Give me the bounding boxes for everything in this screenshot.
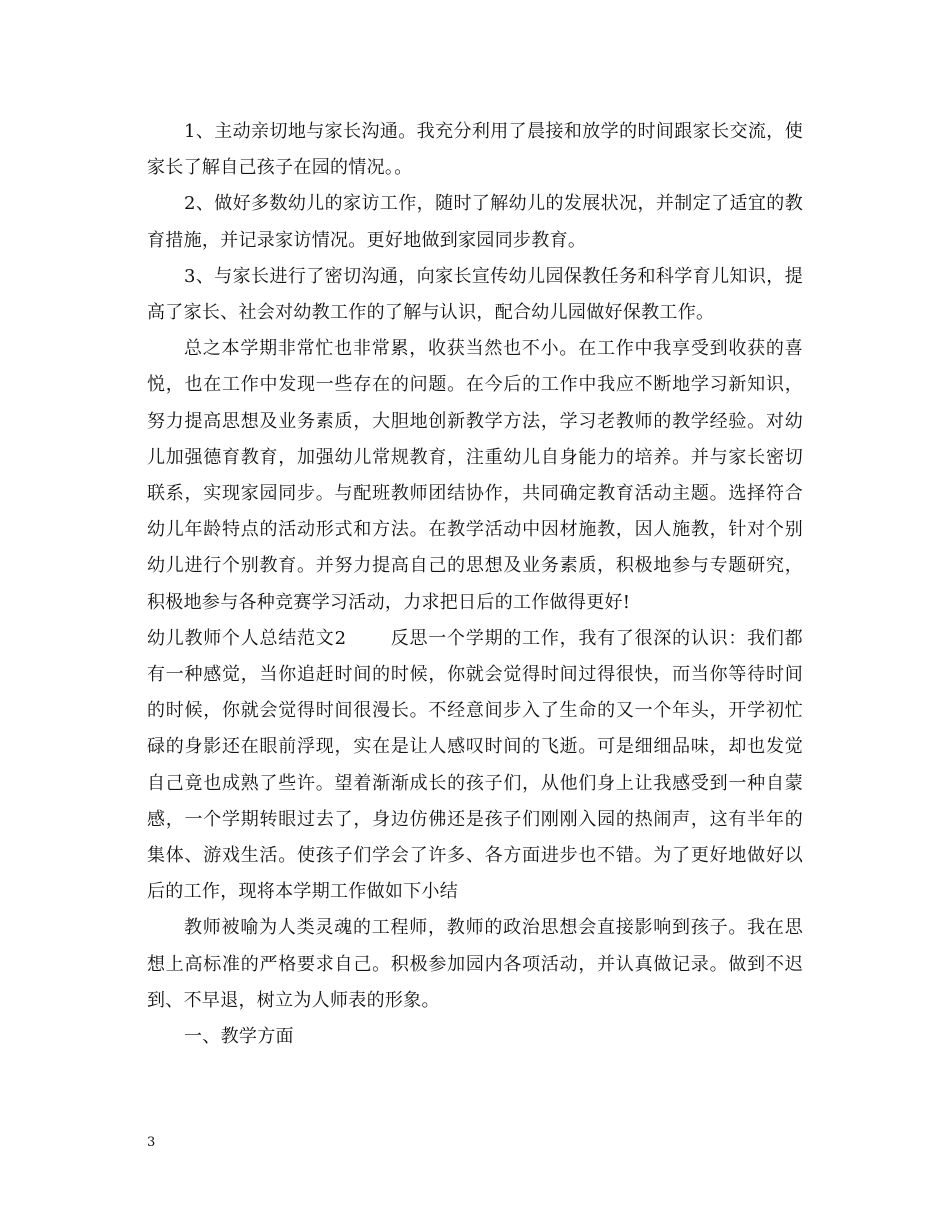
section-2-text: 反思一个学期的工作，我有了很深的认识：我们都有一种感觉，当你追赶时间的时候，你就会觉得时间过得很快，而当你等待时间的时候，你就会觉得时间很漫长。不经意间步入了生命的又一个年头，开学初忙碌的身影还在眼前浮现，实在是让人感叹时间的飞逝。可是细细品味，却也发觉自己竟也成熟了些许。望着渐渐成长的孩子们，从他们身上让我感受到一种自蒙感，一个学期转眼过去了，身边仿佛还是孩子们刚刚入园的热闹声，这有半年的集体、游戏生活。使孩子们学会了许多、各方面进步也不错。为了更好地做好以后的工作，现将本学期工作做如下小结 [147,627,803,903]
document-body [147,114,803,1055]
page-number: 3 [147,1135,156,1150]
paragraph-semester-summary: 总之本学期非常忙也非常累，收获当然也不小。在工作中我享受到收获的喜悦，也在工作中发现一些存在的问题。在今后的工作中我应不断地学习新知识，努力提高思想及业务素质，大胆地创新教学方法，学习老教师的教学经验。对幼儿加强德育教育，加强幼儿常规教育，注重幼儿自身能力的培养。并与家长密切联系，实现家园同步。与配班教师团结协作，共同确定教育活动主题。选择符合幼儿年龄特点的活动形式和方法。在教学活动中因材施教，因人施教，针对个别幼儿进行个别教育。并努力提高自己的思想及业务素质，积极地参与专题研究，积极地参与各种竞赛学习活动，力求把日后的工作做得更好! [147,338,803,613]
section-2-heading: 幼儿教师个人总结范文2 [147,627,347,649]
paragraph-teacher-ethics: 教师被喻为人类灵魂的工程师，教师的政治思想会直接影响到孩子。我在思想上高标准的严格要求自己。积极参加园内各项活动，并认真做记录。做到不迟到、不早退，树立为人师表的形象。 [147,917,803,1011]
section-2-paragraph [147,621,803,911]
subheading-teaching: 一、教学方面 [184,1026,294,1048]
paragraph-home-visits: 2、做好多数幼儿的家访工作，随时了解幼儿的发展状况，并制定了适宜的教育措施，并记录家访情况。更好地做到家园同步教育。 [147,193,803,251]
paragraph-parent-communication: 1、主动亲切地与家长沟通。我充分利用了晨接和放学的时间跟家长交流，使家长了解自己孩子在园的情况。。 [147,121,803,179]
paragraph-parent-outreach: 3、与家长进行了密切沟通，向家长宣传幼儿园保教任务和科学育儿知识，提高了家长、社会对幼教工作的了解与认识，配合幼儿园做好保教工作。 [147,265,803,324]
